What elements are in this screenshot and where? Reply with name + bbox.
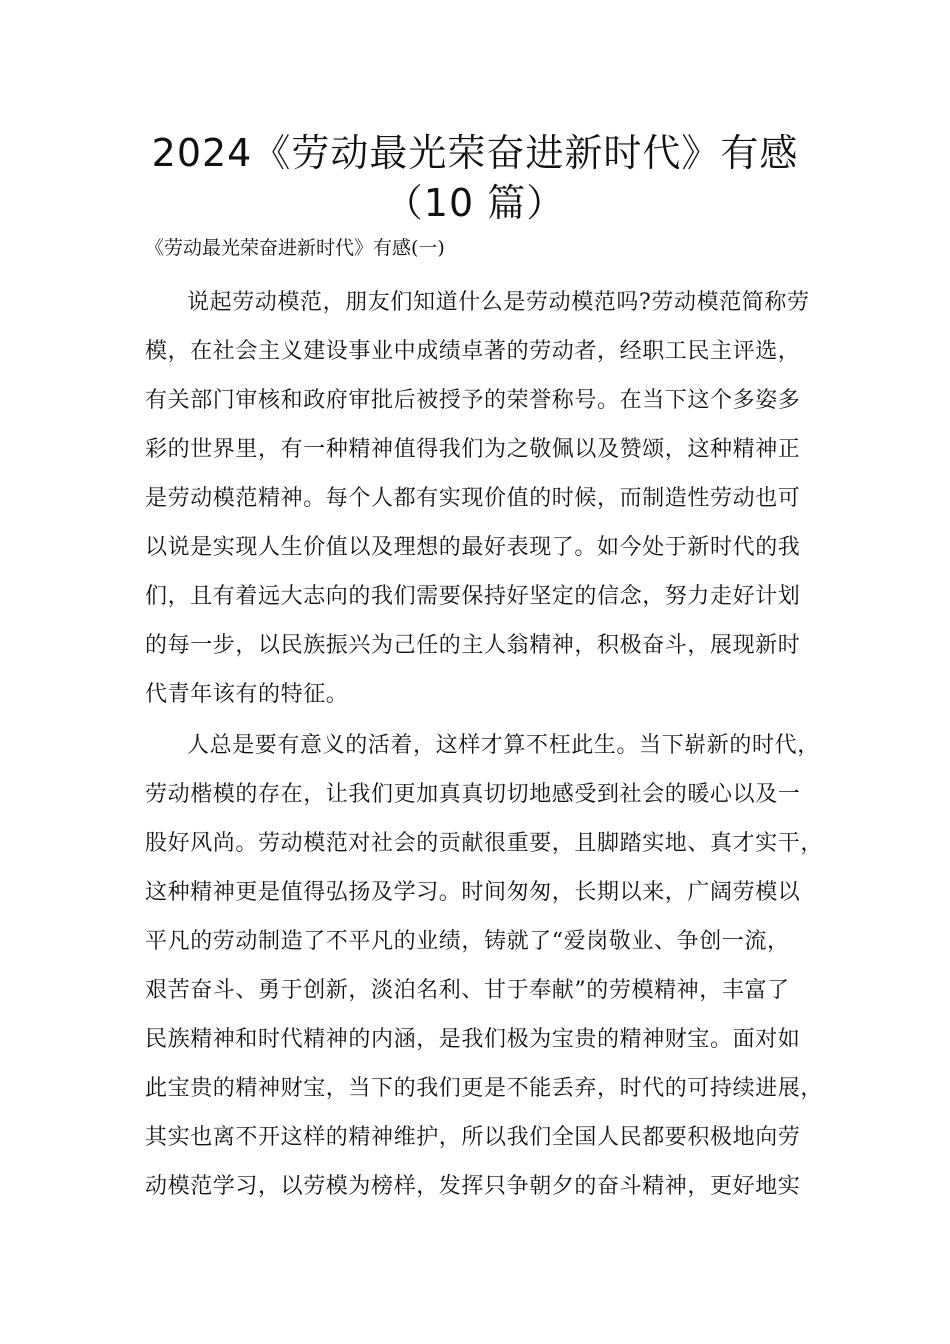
paragraph-line: 劳动楷模的存在，让我们更加真真切切地感受到社会的暖心以及一 [145,782,801,807]
paragraph-line: 平凡的劳动制造了不平凡的业绩，铸就了“爱岗敬业、争创一流， [145,929,790,954]
document-title-subtitle: （10 篇） [384,181,566,225]
document-title: 2024《劳动最光荣奋进新时代》有感 [151,131,799,175]
paragraph-line: 其实也离不开这样的精神维护，所以我们全国人民都要积极地向劳 [145,1125,801,1150]
paragraph-line: 这种精神更是值得弘扬及学习。时间匆匆，长期以来，广阔劳模以 [145,880,801,905]
paragraph-line: 股好风尚。劳动模范对社会的贡献很重要，且脚踏实地、真才实干， [145,831,824,856]
paragraph-line: 说起劳动模范，朋友们知道什么是劳动模范吗?劳动模范简称劳 [187,290,810,315]
paragraph-line: 以说是实现人生价值以及理想的最好表现了。如今处于新时代的我 [145,535,801,560]
paragraph-line: 动模范学习，以劳模为榜样，发挥只争朝夕的奋斗精神，更好地实 [145,1174,801,1199]
paragraph-line: 民族精神和时代精神的内涵，是我们极为宝贵的精神财宝。面对如 [145,1027,801,1052]
paragraph-line: 模，在社会主义建设事业中成绩卓著的劳动者，经职工民主评选， [145,339,801,364]
paragraph-line: 艰苦奋斗、勇于创新，淡泊名利、甘于奉献”的劳模精神，丰富了 [145,978,790,1003]
paragraph-line: 是劳动模范精神。每个人都有实现价值的时候，而制造性劳动也可 [145,486,801,511]
paragraph-line: 代青年该有的特征。 [145,682,349,707]
paragraph-line: 此宝贵的精神财宝，当下的我们更是不能丢弃，时代的可持续进展， [145,1076,824,1101]
section-heading: 《劳动最光荣奋进新时代》有感(一) [145,237,445,259]
paragraph-line: 的每一步，以民族振兴为己任的主人翁精神，积极奋斗，展现新时 [145,633,801,658]
paragraph-line: 们，且有着远大志向的我们需要保持好坚定的信念，努力走好计划 [145,584,801,609]
paragraph-line: 人总是要有意义的活着，这样才算不枉此生。当下崭新的时代， [187,733,820,758]
paragraph-line: 有关部门审核和政府审批后被授予的荣誉称号。在当下这个多姿多 [145,388,801,413]
paragraph-line: 彩的世界里，有一种精神值得我们为之敬佩以及赞颂，这种精神正 [145,437,801,462]
